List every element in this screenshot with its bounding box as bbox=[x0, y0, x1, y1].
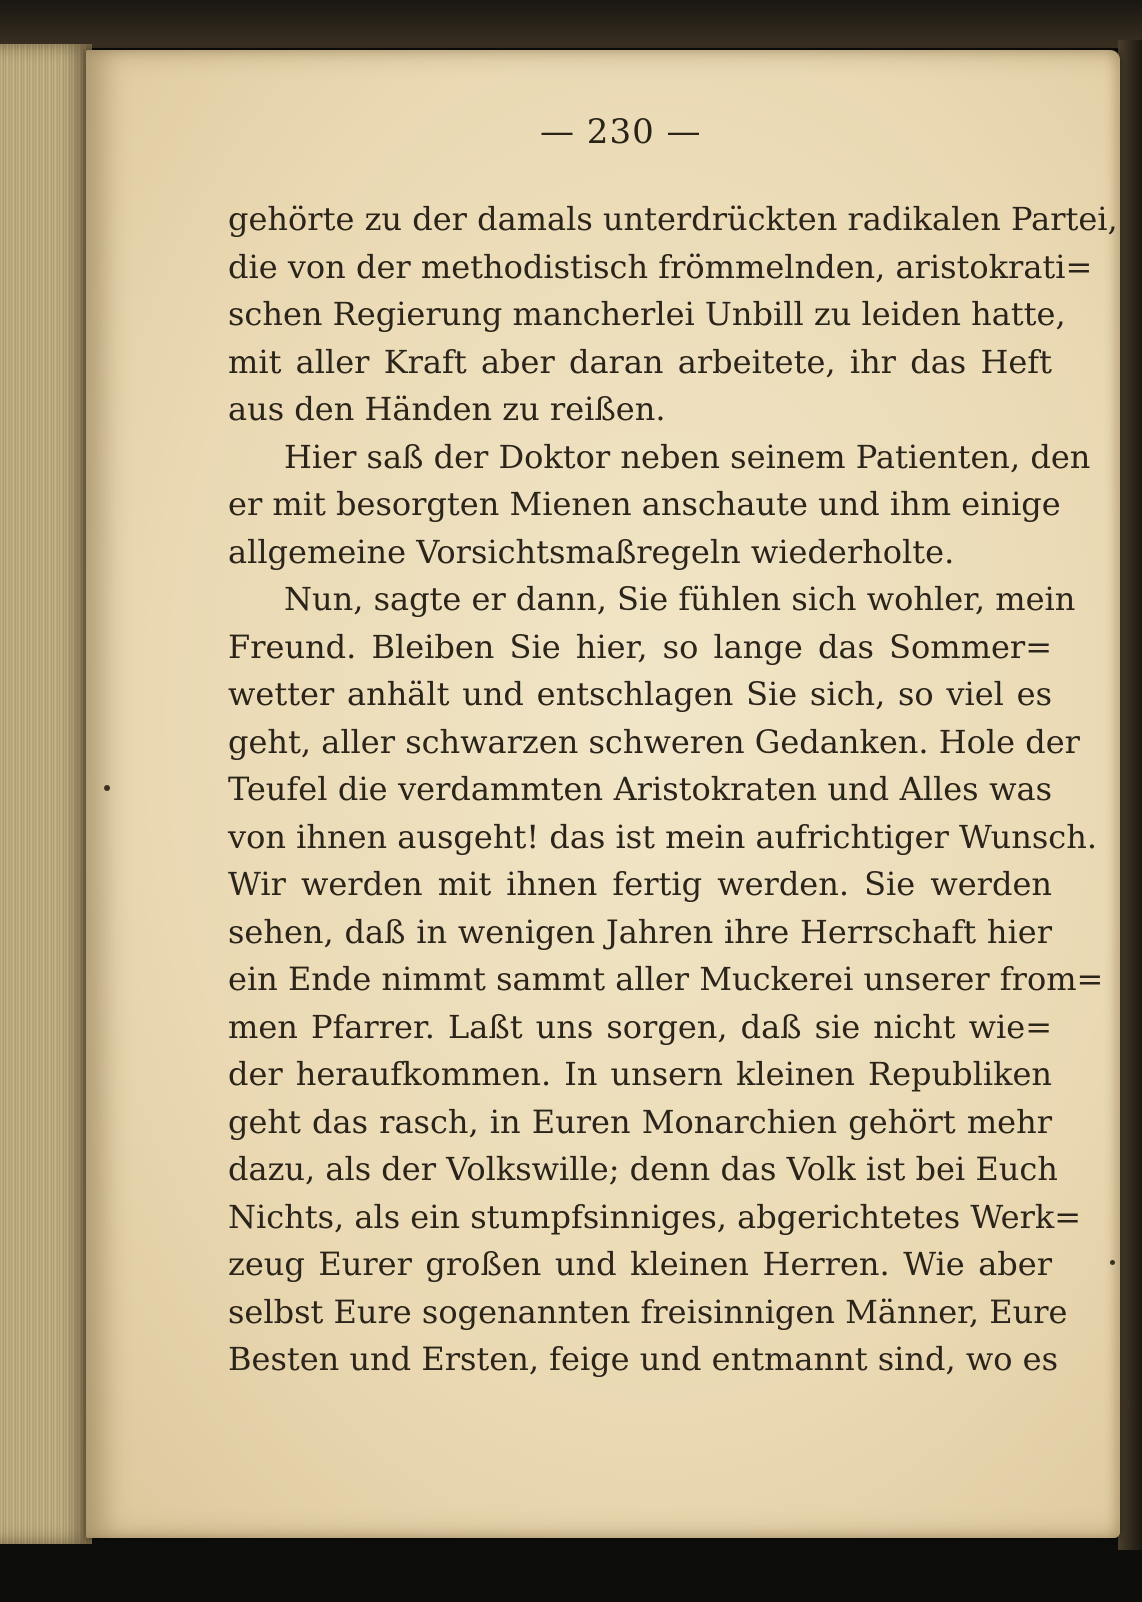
text-line: Wir werden mit ihnen fertig werden. Sie werden bbox=[228, 865, 1052, 903]
text-line: Freund. Bleiben Sie hier, so lange das Sommer= bbox=[228, 627, 1052, 666]
book-right-edge bbox=[1118, 40, 1142, 1550]
paper-speck bbox=[1122, 1402, 1130, 1410]
text-line: schen Regierung mancherlei Unbill zu leiden hatte, bbox=[228, 295, 1066, 333]
body-text bbox=[228, 196, 1118, 1384]
text-line: selbst Eure sogenannten freisinnigen Männer, Eure bbox=[228, 1292, 1068, 1331]
text-line: geht das rasch, in Euren Monarchien gehört mehr bbox=[228, 1102, 1052, 1141]
text-line: von ihnen ausgeht! das ist mein aufrichtiger Wunsch. bbox=[228, 817, 1097, 856]
text-line: er mit besorgten Mienen anschaute und ihm einige bbox=[228, 485, 1061, 523]
text-line: der heraufkommen. In unsern kleinen Republiken bbox=[228, 1055, 1052, 1093]
page-stack-edge bbox=[0, 44, 92, 1544]
text-line: geht, aller schwarzen schweren Gedanken. Hole der bbox=[228, 722, 1080, 761]
book-top-edge bbox=[0, 0, 1142, 48]
text-line: men Pfarrer. Laßt uns sorgen, daß sie nicht wie= bbox=[228, 1007, 1052, 1046]
text-line: sehen, daß in wenigen Jahren ihre Herrschaft hier bbox=[228, 912, 1052, 951]
text-line: Besten und Ersten, feige und entmannt sind, wo es bbox=[228, 1340, 1058, 1378]
page-number: — 230 — bbox=[540, 112, 702, 152]
text-line: allgemeine Vorsichtsmaßregeln wiederholte. bbox=[228, 532, 955, 571]
text-line: Teufel die verdammten Aristokraten und Alles was bbox=[228, 770, 1052, 808]
text-line: ein Ende nimmt sammt aller Muckerei unserer from= bbox=[228, 960, 1104, 998]
text-line: gehörte zu der damals unterdrückten radikalen Partei, bbox=[228, 200, 1118, 238]
text-line: die von der methodistisch frömmelnden, aristokrati= bbox=[228, 247, 1093, 286]
text-line: zeug Eurer großen und kleinen Herren. Wie aber bbox=[228, 1245, 1052, 1283]
text-line: mit aller Kraft aber daran arbeitete, ihr das Heft bbox=[228, 342, 1052, 381]
text-line: aus den Händen zu reißen. bbox=[228, 390, 666, 428]
text-line: wetter anhält und entschlagen Sie sich, so viel es bbox=[228, 675, 1052, 713]
text-line: dazu, als der Volkswille; denn das Volk ist bei Euch bbox=[228, 1150, 1058, 1188]
text-line: Hier saß der Doktor neben seinem Patienten, den bbox=[284, 437, 1091, 476]
text-line: Nichts, als ein stumpfsinniges, abgerichtetes Werk= bbox=[228, 1197, 1082, 1236]
paper-speck bbox=[1110, 1260, 1115, 1265]
text-line: Nun, sagte er dann, Sie fühlen sich wohler, mein bbox=[284, 580, 1076, 618]
paper-speck bbox=[104, 785, 110, 791]
